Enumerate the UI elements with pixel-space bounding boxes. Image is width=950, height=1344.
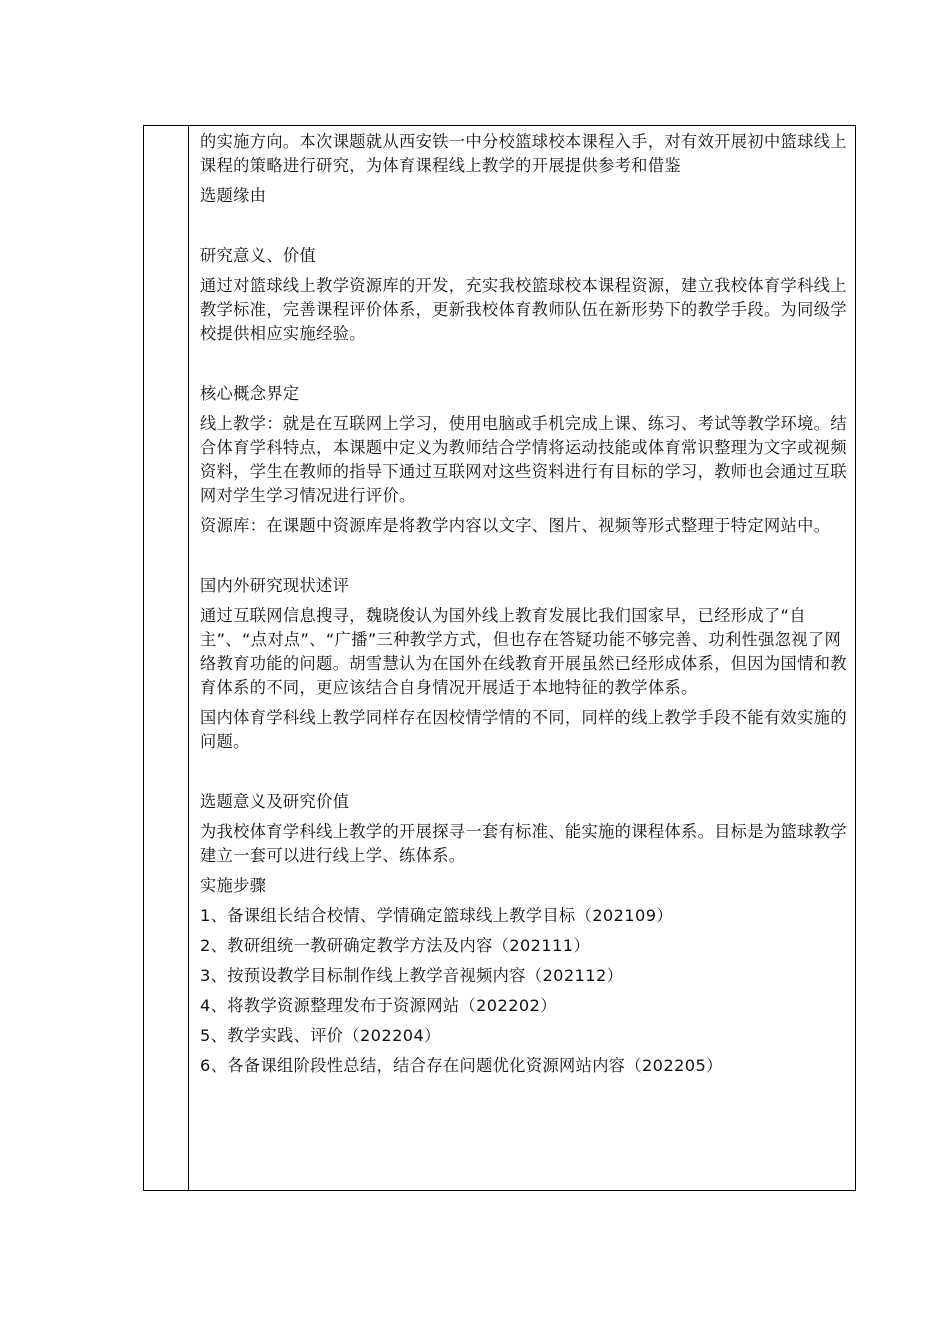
paragraph-topic-value: 为我校体育学科线上教学的开展探寻一套有标准、能实施的课程体系。目标是为篮球教学建立一套可以进行线上学、练体系。 <box>200 822 847 865</box>
paragraph-research-status-domestic: 国内体育学科线上教学同样存在因校情学情的不同，同样的线上教学手段不能有效实施的问题。 <box>200 708 847 751</box>
table-content-cell <box>200 130 848 1078</box>
section-heading-core-concepts: 核心概念界定 <box>200 384 300 403</box>
paragraph-research-status-abroad: 通过互联网信息搜寻，魏晓俊认为国外线上教育发展比我们国家早，已经形成了“自主”、“点对点”、“广播”三种教学方式，但也存在答疑功能不够完善、功利性强忽视了网络教育功能的问题。胡雪慧认为在国外在线教育开展虽然已经形成体系，但因为国情和教育体系的不同，更应该结合自身情况开展适于本地特征的教学体系。 <box>200 606 847 697</box>
section-heading-topic-origin: 选题缘由 <box>200 186 267 205</box>
form-table <box>143 125 856 1191</box>
table-left-column <box>144 126 189 1190</box>
section-heading-significance: 研究意义、价值 <box>200 246 317 265</box>
section-heading-topic-value: 选题意义及研究价值 <box>200 792 350 811</box>
step-item: 5、教学实践、评价（202204） <box>200 1026 441 1045</box>
intro-paragraph: 的实施方向。本次课题就从西安铁一中分校篮球校本课程入手，对有效开展初中篮球线上课程的策略进行研究，为体育课程线上教学的开展提供参考和借鉴 <box>200 132 847 175</box>
paragraph-online-teaching-definition: 线上教学：就是在互联网上学习，使用电脑或手机完成上课、练习、考试等教学环境。结合体育学科特点，本课题中定义为教师结合学情将运动技能或体育常识整理为文字或视频资料，学生在教师的指导下通过互联网对这些资料进行有目标的学习，教师也会通过互联网对学生学习情况进行评价。 <box>200 414 847 505</box>
step-item: 2、教研组统一教研确定教学方法及内容（202111） <box>200 936 591 955</box>
section-heading-research-status: 国内外研究现状述评 <box>200 576 350 595</box>
step-item: 1、备课组长结合校情、学情确定篮球线上教学目标（202109） <box>200 906 673 925</box>
step-item: 6、各备课组阶段性总结，结合存在问题优化资源网站内容（202205） <box>200 1056 723 1075</box>
paragraph-resource-library-definition: 资源库：在课题中资源库是将教学内容以文字、图片、视频等形式整理于特定网站中。 <box>200 516 831 535</box>
section-heading-steps: 实施步骤 <box>200 876 267 895</box>
step-item: 3、按预设教学目标制作线上教学音视频内容（202112） <box>200 966 624 985</box>
paragraph-significance: 通过对篮球线上教学资源库的开发，充实我校篮球校本课程资源，建立我校体育学科线上教学标准，完善课程评价体系，更新我校体育教师队伍在新形势下的教学手段。为同级学校提供相应实施经验。 <box>200 276 847 343</box>
step-item: 4、将教学资源整理发布于资源网站（202202） <box>200 996 557 1015</box>
